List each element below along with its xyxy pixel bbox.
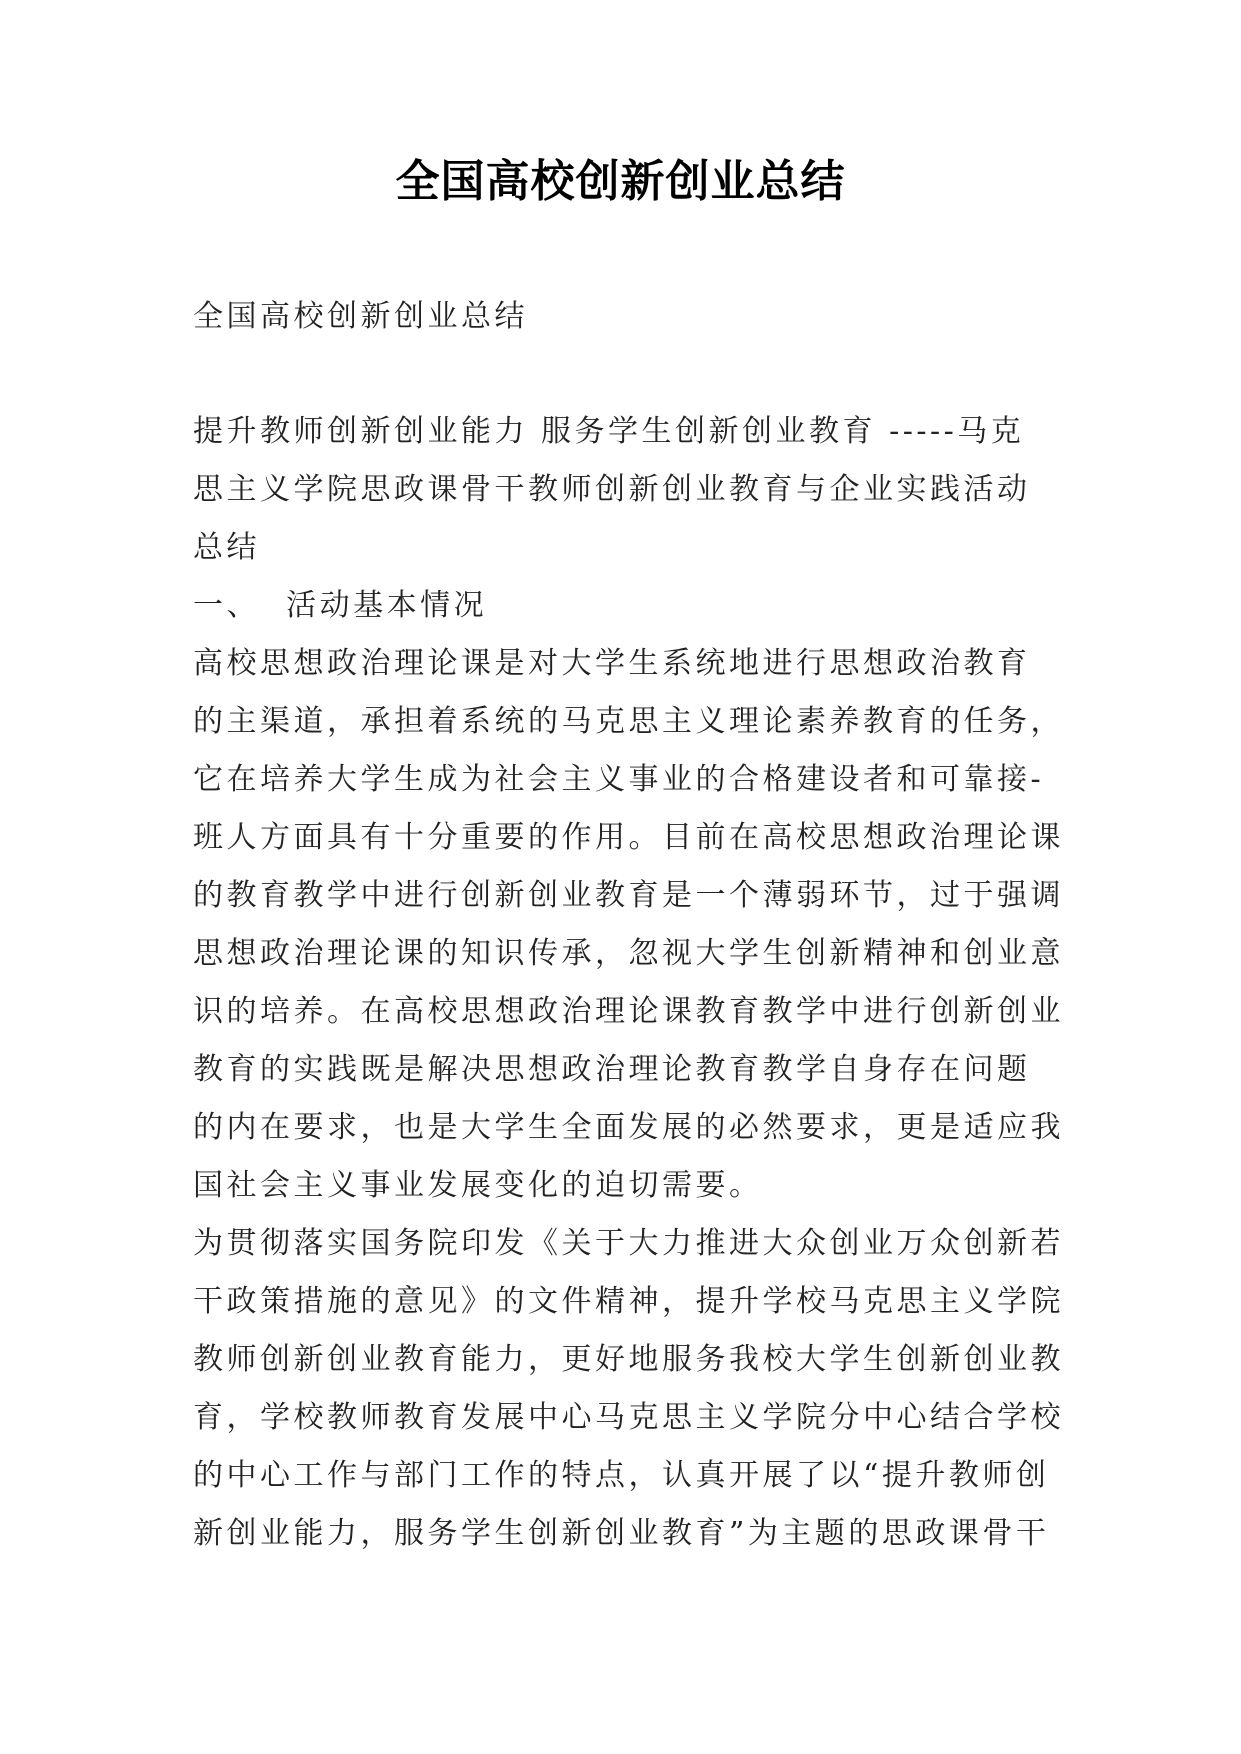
document-body bbox=[193, 288, 1064, 1563]
paragraph-line: 的教育教学中进行创新创业教育是一个薄弱环节，过于强调 bbox=[193, 878, 1064, 913]
paragraph-line: 为贯彻落实国务院印发《关于大力推进大众创业万众创新若 bbox=[193, 1226, 1064, 1261]
paragraph-line: 新创业能力，服务学生创新创业教育”为主题的思政课骨干 bbox=[193, 1516, 1050, 1551]
paragraph-line: 育，学校教师教育发展中心马克思主义学院分中心结合学校 bbox=[193, 1400, 1064, 1435]
paragraph-line: 国社会主义事业发展变化的迫切需要。 bbox=[193, 1168, 763, 1203]
paragraph-line: 教师创新创业教育能力，更好地服务我校大学生创新创业教 bbox=[193, 1342, 1064, 1377]
paragraph-line: 的主渠道，承担着系统的马克思主义理论素养教育的任务， bbox=[193, 704, 1064, 739]
heading-line: 提升教师创新创业能力 服务学生创新创业教育 -----马克 bbox=[193, 414, 1025, 449]
paragraph-line: 它在培养大学生成为社会主义事业的合格建设者和可靠接- bbox=[193, 762, 1045, 797]
paragraph-line: 干政策措施的意见》的文件精神，提升学校马克思主义学院 bbox=[193, 1284, 1064, 1319]
paragraph-line: 识的培养。在高校思想政治理论课教育教学中进行创新创业 bbox=[193, 994, 1064, 1029]
section-heading: 一、 活动基本情况 bbox=[193, 588, 488, 623]
paragraph-line: 的中心工作与部门工作的特点，认真开展了以“提升教师创 bbox=[193, 1458, 1050, 1493]
heading-line: 思主义学院思政课骨干教师创新创业教育与企业实践活动 bbox=[193, 472, 1031, 507]
paragraph-line: 的内在要求，也是大学生全面发展的必然要求，更是适应我 bbox=[193, 1110, 1064, 1145]
blank-line bbox=[193, 346, 1049, 403]
document-subtitle: 全国高校创新创业总结 bbox=[193, 299, 528, 334]
paragraph-line: 教育的实践既是解决思想政治理论教育教学自身存在问题 bbox=[193, 1052, 1031, 1087]
document-title: 全国高校创新创业总结 bbox=[395, 156, 846, 207]
paragraph-line: 思想政治理论课的知识传承，忽视大学生创新精神和创业意 bbox=[193, 936, 1064, 971]
heading-line: 总结 bbox=[193, 530, 260, 565]
paragraph-line: 班人方面具有十分重要的作用。目前在高校思想政治理论课 bbox=[193, 820, 1064, 855]
paragraph-line: 高校思想政治理论课是对大学生系统地进行思想政治教育 bbox=[193, 646, 1031, 681]
